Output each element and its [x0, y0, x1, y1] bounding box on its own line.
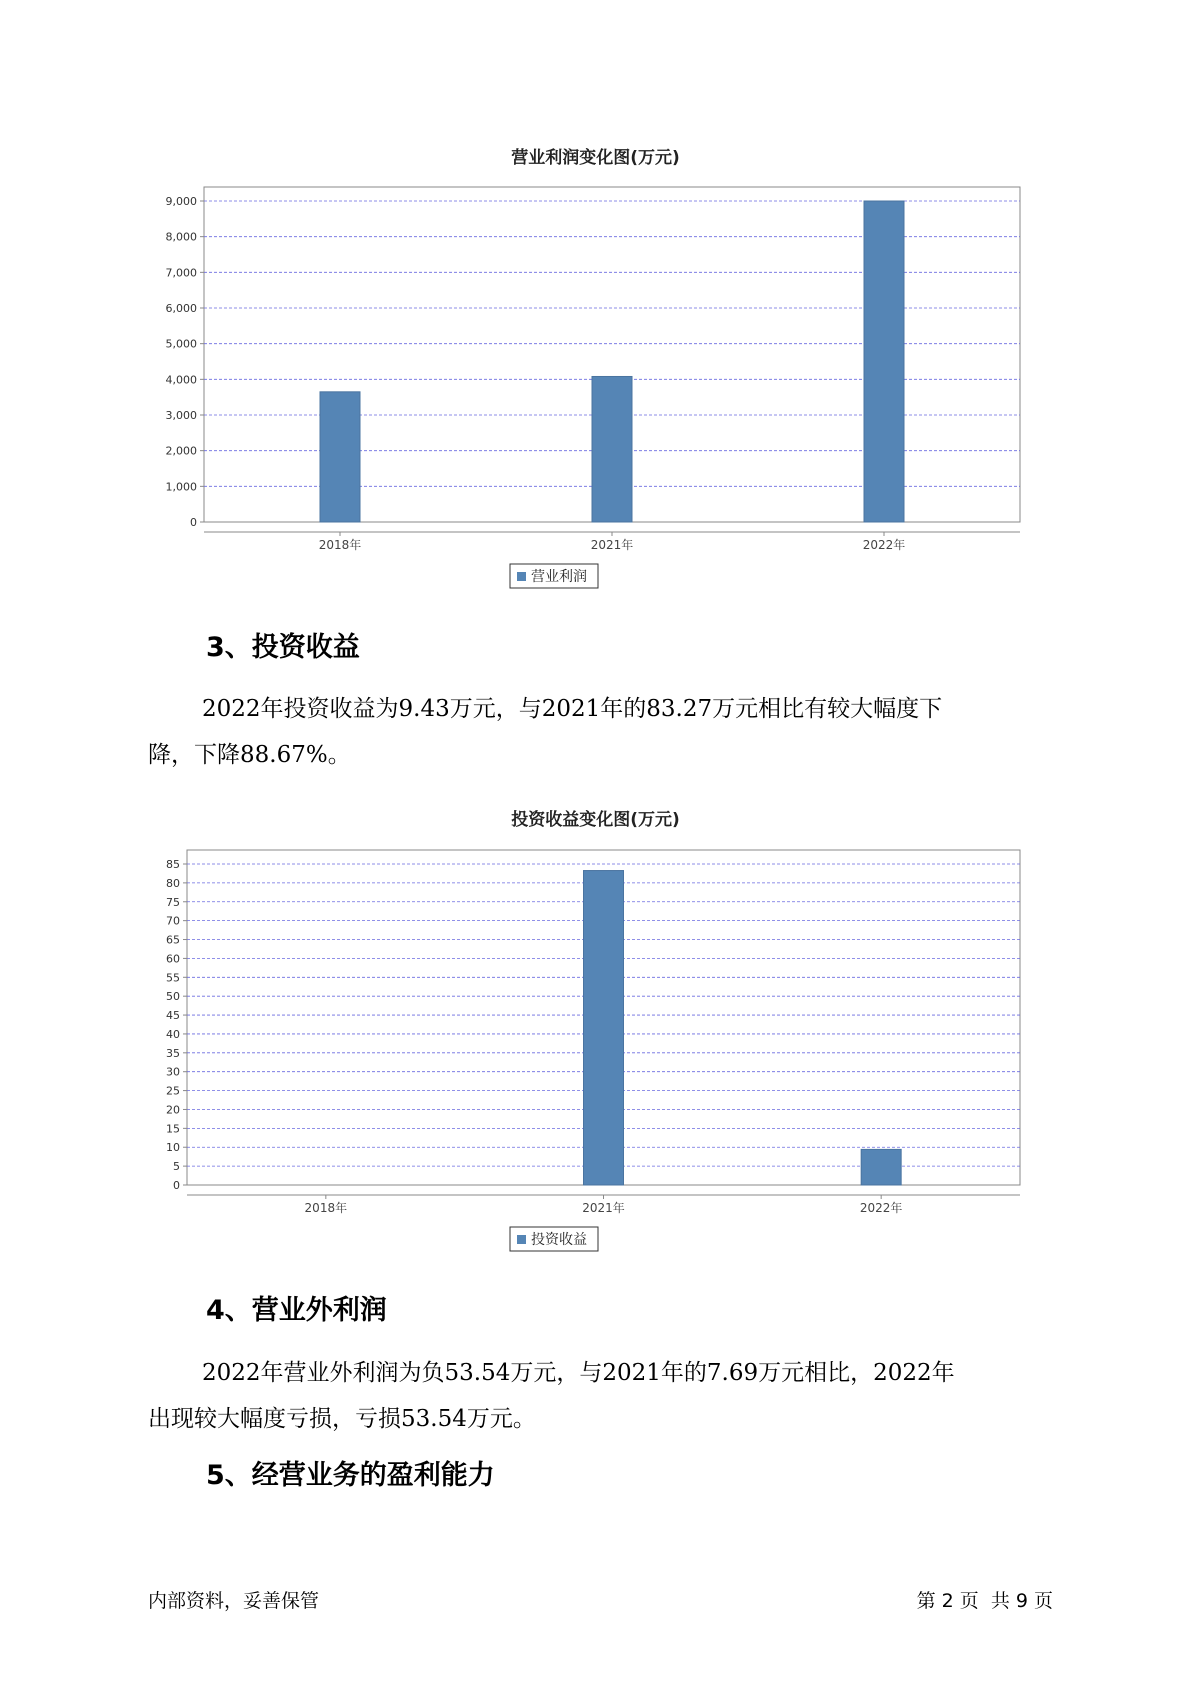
- chart1-y-tick-label: 2,000: [165, 444, 197, 458]
- chart2-y-tick-label: 30: [166, 1065, 180, 1079]
- chart1-legend-swatch: [517, 572, 526, 581]
- chart2-y-tick-label: 40: [166, 1027, 180, 1041]
- chart1-y-tick-label: 0: [190, 516, 197, 529]
- chart2-legend-swatch: [517, 1235, 526, 1244]
- chart2-y-tick-label: 60: [166, 952, 180, 966]
- chart1-y-tick-label: 4,000: [165, 373, 197, 387]
- footer-left: 内部资料，妥善保管: [148, 1590, 320, 1612]
- chart1-x-tick-label: 2021年: [590, 538, 634, 552]
- section4-line2: 出现较大幅度亏损，亏损53.54万元。: [148, 1406, 536, 1432]
- chart2-y-tick-label: 85: [166, 858, 180, 871]
- chart1-y-tick-label: 9,000: [165, 195, 197, 208]
- chart1-legend-label: 营业利润: [531, 569, 587, 585]
- investment-income-chart: [150, 835, 1030, 1255]
- chart2-x-tick-label: 2021年: [582, 1201, 625, 1215]
- chart1-y-tick-label: 1,000: [165, 480, 197, 494]
- chart1-y-tick-label: 5,000: [165, 337, 197, 351]
- chart1-title: 营业利润变化图(万元): [511, 148, 680, 168]
- chart1-bar-2022年: [864, 201, 904, 522]
- section3-line2: 降，下降88.67%。: [148, 742, 351, 768]
- section5-heading: 5、经营业务的盈利能力: [206, 1460, 495, 1491]
- chart1-bar-2021年: [592, 376, 632, 522]
- chart2-y-tick-label: 0: [173, 1179, 180, 1192]
- chart2-x-tick-label: 2022年: [859, 1201, 903, 1215]
- chart1-x-tick-label: 2022年: [862, 538, 906, 552]
- chart2-bar-2021年: [584, 871, 624, 1185]
- chart2-y-tick-label: 15: [166, 1122, 180, 1136]
- chart2-y-tick-label: 75: [166, 895, 180, 909]
- chart2-y-tick-label: 5: [173, 1160, 180, 1174]
- chart1-y-tick-label: 6,000: [165, 302, 197, 315]
- chart2-bar-2022年: [861, 1149, 901, 1185]
- chart2-x-tick-label: 2018年: [304, 1201, 348, 1215]
- chart2-y-tick-label: 80: [166, 876, 180, 890]
- chart2-y-tick-label: 55: [166, 971, 180, 985]
- chart2-y-tick-label: 45: [166, 1009, 180, 1023]
- chart2-y-tick-label: 10: [166, 1141, 180, 1155]
- section3-paragraph: [148, 686, 1058, 778]
- operating-profit-chart: [150, 172, 1030, 592]
- chart1-bar-2018年: [320, 392, 360, 522]
- chart2-y-tick-label: 25: [166, 1084, 180, 1098]
- section4-paragraph: [148, 1350, 1058, 1442]
- section4-heading: 4、营业外利润: [206, 1295, 387, 1326]
- section3-line1: 2022年投资收益为9.43万元，与2021年的83.27万元相比有较大幅度下: [202, 696, 943, 722]
- chart1-x-tick-label: 2018年: [318, 538, 362, 552]
- section4-line1: 2022年营业外利润为负53.54万元，与2021年的7.69万元相比，2022年: [202, 1360, 955, 1386]
- chart2-title: 投资收益变化图(万元): [511, 810, 680, 830]
- section3-heading: 3、投资收益: [206, 632, 360, 663]
- footer-page-number: 第 2 页 共 9 页: [916, 1590, 1053, 1612]
- chart2-y-tick-label: 65: [166, 933, 180, 947]
- chart2-y-tick-label: 35: [166, 1046, 180, 1060]
- chart1-y-tick-label: 7,000: [165, 266, 197, 280]
- chart1-y-tick-label: 3,000: [165, 409, 197, 422]
- chart2-y-tick-label: 70: [166, 914, 180, 928]
- chart2-y-tick-label: 50: [166, 990, 180, 1004]
- chart1-y-tick-label: 8,000: [165, 230, 197, 244]
- chart2-y-tick-label: 20: [166, 1103, 180, 1117]
- chart2-legend-label: 投资收益: [531, 1232, 587, 1248]
